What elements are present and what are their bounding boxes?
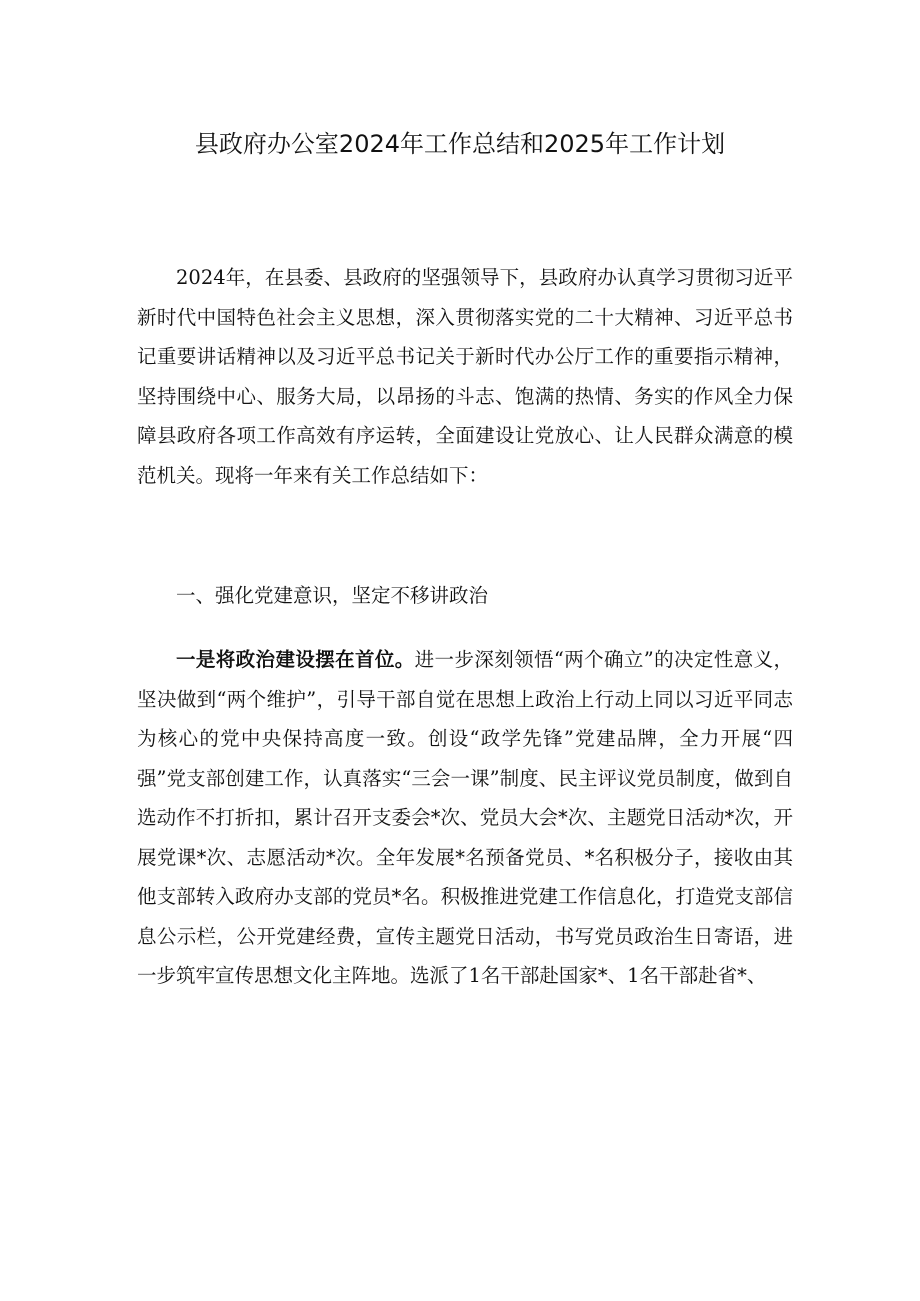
point-one-body: 进一步深刻领悟“两个确立”的决定性意义，坚决做到“两个维护”，引导干部自觉在思想上政治上行动上同以习近平同志为核心的党中央保持高度一致。创设“政学先锋”党建品牌，全力开展“四强”党支部创建工作，认真落实“三会一课”制度、民主评议党员制度，做到自选动作不打折扣，累计召开支委会*次、党员大会*次、主题党日活动*次，开展党课*次、志愿活动*次。全年发展*名预备党员、*名积极分子，接收由其他支部转入政府办支部的党员*名。积极推进党建工作信息化，打造党支部信息公示栏，公开党建经费，宣传主题党日活动，书写党员政治生日寄语，进一步筑牢宣传思想文化主阵地。选派了1名干部赴国家*、1名干部赴省*、 <box>137 648 793 987</box>
document-title: 县政府办公室2024年工作总结和2025年工作计划 <box>194 130 726 158</box>
intro-paragraph: 2024年，在县委、县政府的坚强领导下，县政府办认真学习贯彻习近平新时代中国特色社会主义思想，深入贯彻落实党的二十大精神、习近平总书记重要讲话精神以及习近平总书记关于新时代办公厅工作的重要指示精神，坚持围绕中心、服务大局，以昂扬的斗志、饱满的热情、务实的作风全力保障县政府各项工作高效有序运转，全面建设让党放心、让人民群众满意的模范机关。现将一年来有关工作总结如下： <box>137 266 793 487</box>
point-one-lead: 一是将政治建设摆在首位。 <box>176 648 415 671</box>
point-one-paragraph <box>137 640 793 996</box>
section-heading: 一、强化党建意识，坚定不移讲政治 <box>176 584 489 607</box>
